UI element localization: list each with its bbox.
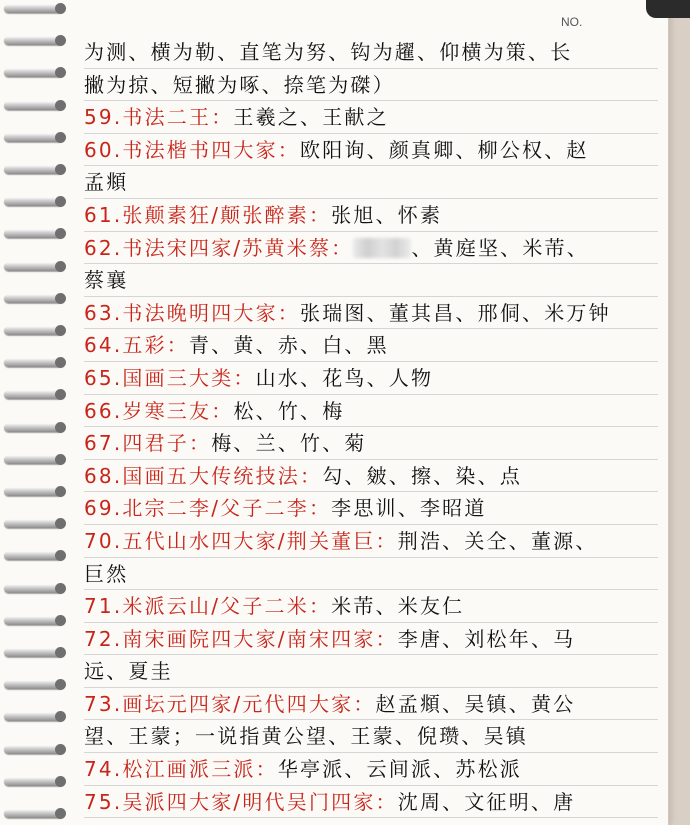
note-heading: 61.张颠素狂/颠张醉素： [84, 202, 332, 227]
note-text: 望、王蒙；一说指黄公望、王蒙、倪瓒、吴镇 [84, 724, 528, 749]
note-text: 撇为掠、短撇为啄、捺笔为磔） [84, 72, 395, 97]
binding-ring [4, 551, 64, 560]
binding-ring [4, 197, 64, 206]
note-line [84, 36, 658, 69]
note-line [84, 753, 658, 786]
note-text: 、黄庭坚、米芾、 [411, 235, 589, 260]
note-heading: 72.南宋画院四大家/南宋四家： [84, 626, 398, 651]
note-text: 张瑞图、董其昌、邢侗、米万钟 [300, 300, 611, 325]
binding-ring [4, 777, 64, 786]
binding-ring [4, 390, 64, 399]
note-text: 沈周、文征明、唐 [397, 789, 576, 814]
note-heading: 69.北宗二李/父子二李： [84, 496, 332, 521]
note-text: 青、黄、赤、白、黑 [189, 333, 389, 358]
note-line [84, 395, 658, 428]
binding-ring [4, 36, 64, 45]
note-line [84, 329, 658, 362]
corner-tab [646, 0, 690, 18]
binding-ring [4, 326, 64, 335]
note-line [84, 460, 658, 493]
note-line [84, 558, 658, 591]
note-heading: 75.吴派四大家/明代吴门四家： [84, 789, 398, 814]
note-line [84, 427, 658, 460]
binding-ring [4, 423, 64, 432]
note-heading: 63.书法晚明四大家： [84, 300, 301, 325]
binding-ring [4, 229, 64, 238]
note-text: 李思训、李昭道 [331, 496, 487, 521]
note-line [84, 720, 658, 753]
note-line [84, 362, 658, 395]
binding-ring [4, 519, 64, 528]
note-heading: 68.国画五大传统技法： [84, 463, 323, 488]
note-text: 勾、皴、擦、染、点 [322, 463, 523, 488]
note-heading: 60.书法楷书四大家： [84, 137, 301, 162]
binding-ring [4, 294, 64, 303]
binding-ring [4, 262, 64, 271]
binding-ring [4, 616, 64, 625]
note-text: 孟頫 [84, 170, 129, 195]
note-text: 华亭派、云间派、苏松派 [277, 757, 523, 782]
note-line [84, 232, 658, 265]
note-heading: 74.松江画派三派： [84, 757, 278, 782]
note-text: 山水、花鸟、人物 [255, 365, 434, 390]
binding-ring [4, 584, 64, 593]
note-text: 张旭、怀素 [331, 202, 443, 227]
note-line [84, 101, 658, 134]
note-line [84, 199, 658, 232]
note-text: 欧阳询、颜真卿、柳公权、赵 [300, 137, 589, 162]
note-heading: 64.五彩： [84, 333, 190, 358]
note-text: 巨然 [84, 561, 129, 586]
binding-ring [4, 487, 64, 496]
note-text: 蔡襄 [84, 268, 129, 293]
note-heading: 73.画坛元四家/元代四大家： [84, 691, 376, 716]
note-line [84, 786, 658, 819]
note-line [84, 69, 658, 102]
binding-ring [4, 358, 64, 367]
note-heading: 71.米派云山/父子二米： [84, 594, 332, 619]
notes-content [84, 36, 658, 818]
note-heading: 66.岁寒三友： [84, 398, 234, 423]
spiral-binding [0, 0, 70, 825]
note-text: 王羲之、王献之 [233, 105, 389, 130]
note-line [84, 492, 658, 525]
note-text: 为测、横为勒、直笔为努、钩为趯、仰横为策、长 [84, 40, 573, 64]
note-text: 梅、兰、竹、菊 [211, 431, 367, 456]
note-heading: 59.书法二王： [84, 105, 234, 130]
note-line [84, 297, 658, 330]
binding-ring [4, 745, 64, 754]
note-text: 松、竹、梅 [233, 398, 345, 423]
note-heading: 70.五代山水四大家/荆关董巨： [84, 528, 398, 553]
binding-ring [4, 809, 64, 818]
note-line [84, 623, 658, 656]
note-heading: 67.四君子： [84, 431, 212, 456]
note-text: 远、夏圭 [84, 659, 173, 684]
binding-ring [4, 680, 64, 689]
note-text: 赵孟頫、吴镇、黄公 [375, 691, 576, 716]
note-line [84, 655, 658, 688]
binding-ring [4, 68, 64, 77]
note-line [84, 166, 658, 199]
note-line [84, 688, 658, 721]
note-line [84, 134, 658, 167]
binding-ring [4, 133, 64, 142]
binding-ring [4, 712, 64, 721]
binding-ring [4, 648, 64, 657]
binding-ring [4, 4, 64, 13]
note-line [84, 525, 658, 558]
page-number-label: NO. [561, 15, 583, 29]
note-line [84, 590, 658, 623]
note-line [84, 264, 658, 297]
binding-ring [4, 455, 64, 464]
blurred-text [353, 238, 411, 258]
note-text: 米芾、米友仁 [331, 594, 465, 619]
note-text: 李唐、刘松年、马 [397, 626, 576, 651]
note-heading: 62.书法宋四家/苏黄米蔡： [84, 235, 354, 260]
note-text: 荆浩、关仝、董源、 [397, 528, 598, 553]
binding-ring [4, 165, 64, 174]
binding-ring [4, 101, 64, 110]
note-heading: 65.国画三大类： [84, 365, 256, 390]
